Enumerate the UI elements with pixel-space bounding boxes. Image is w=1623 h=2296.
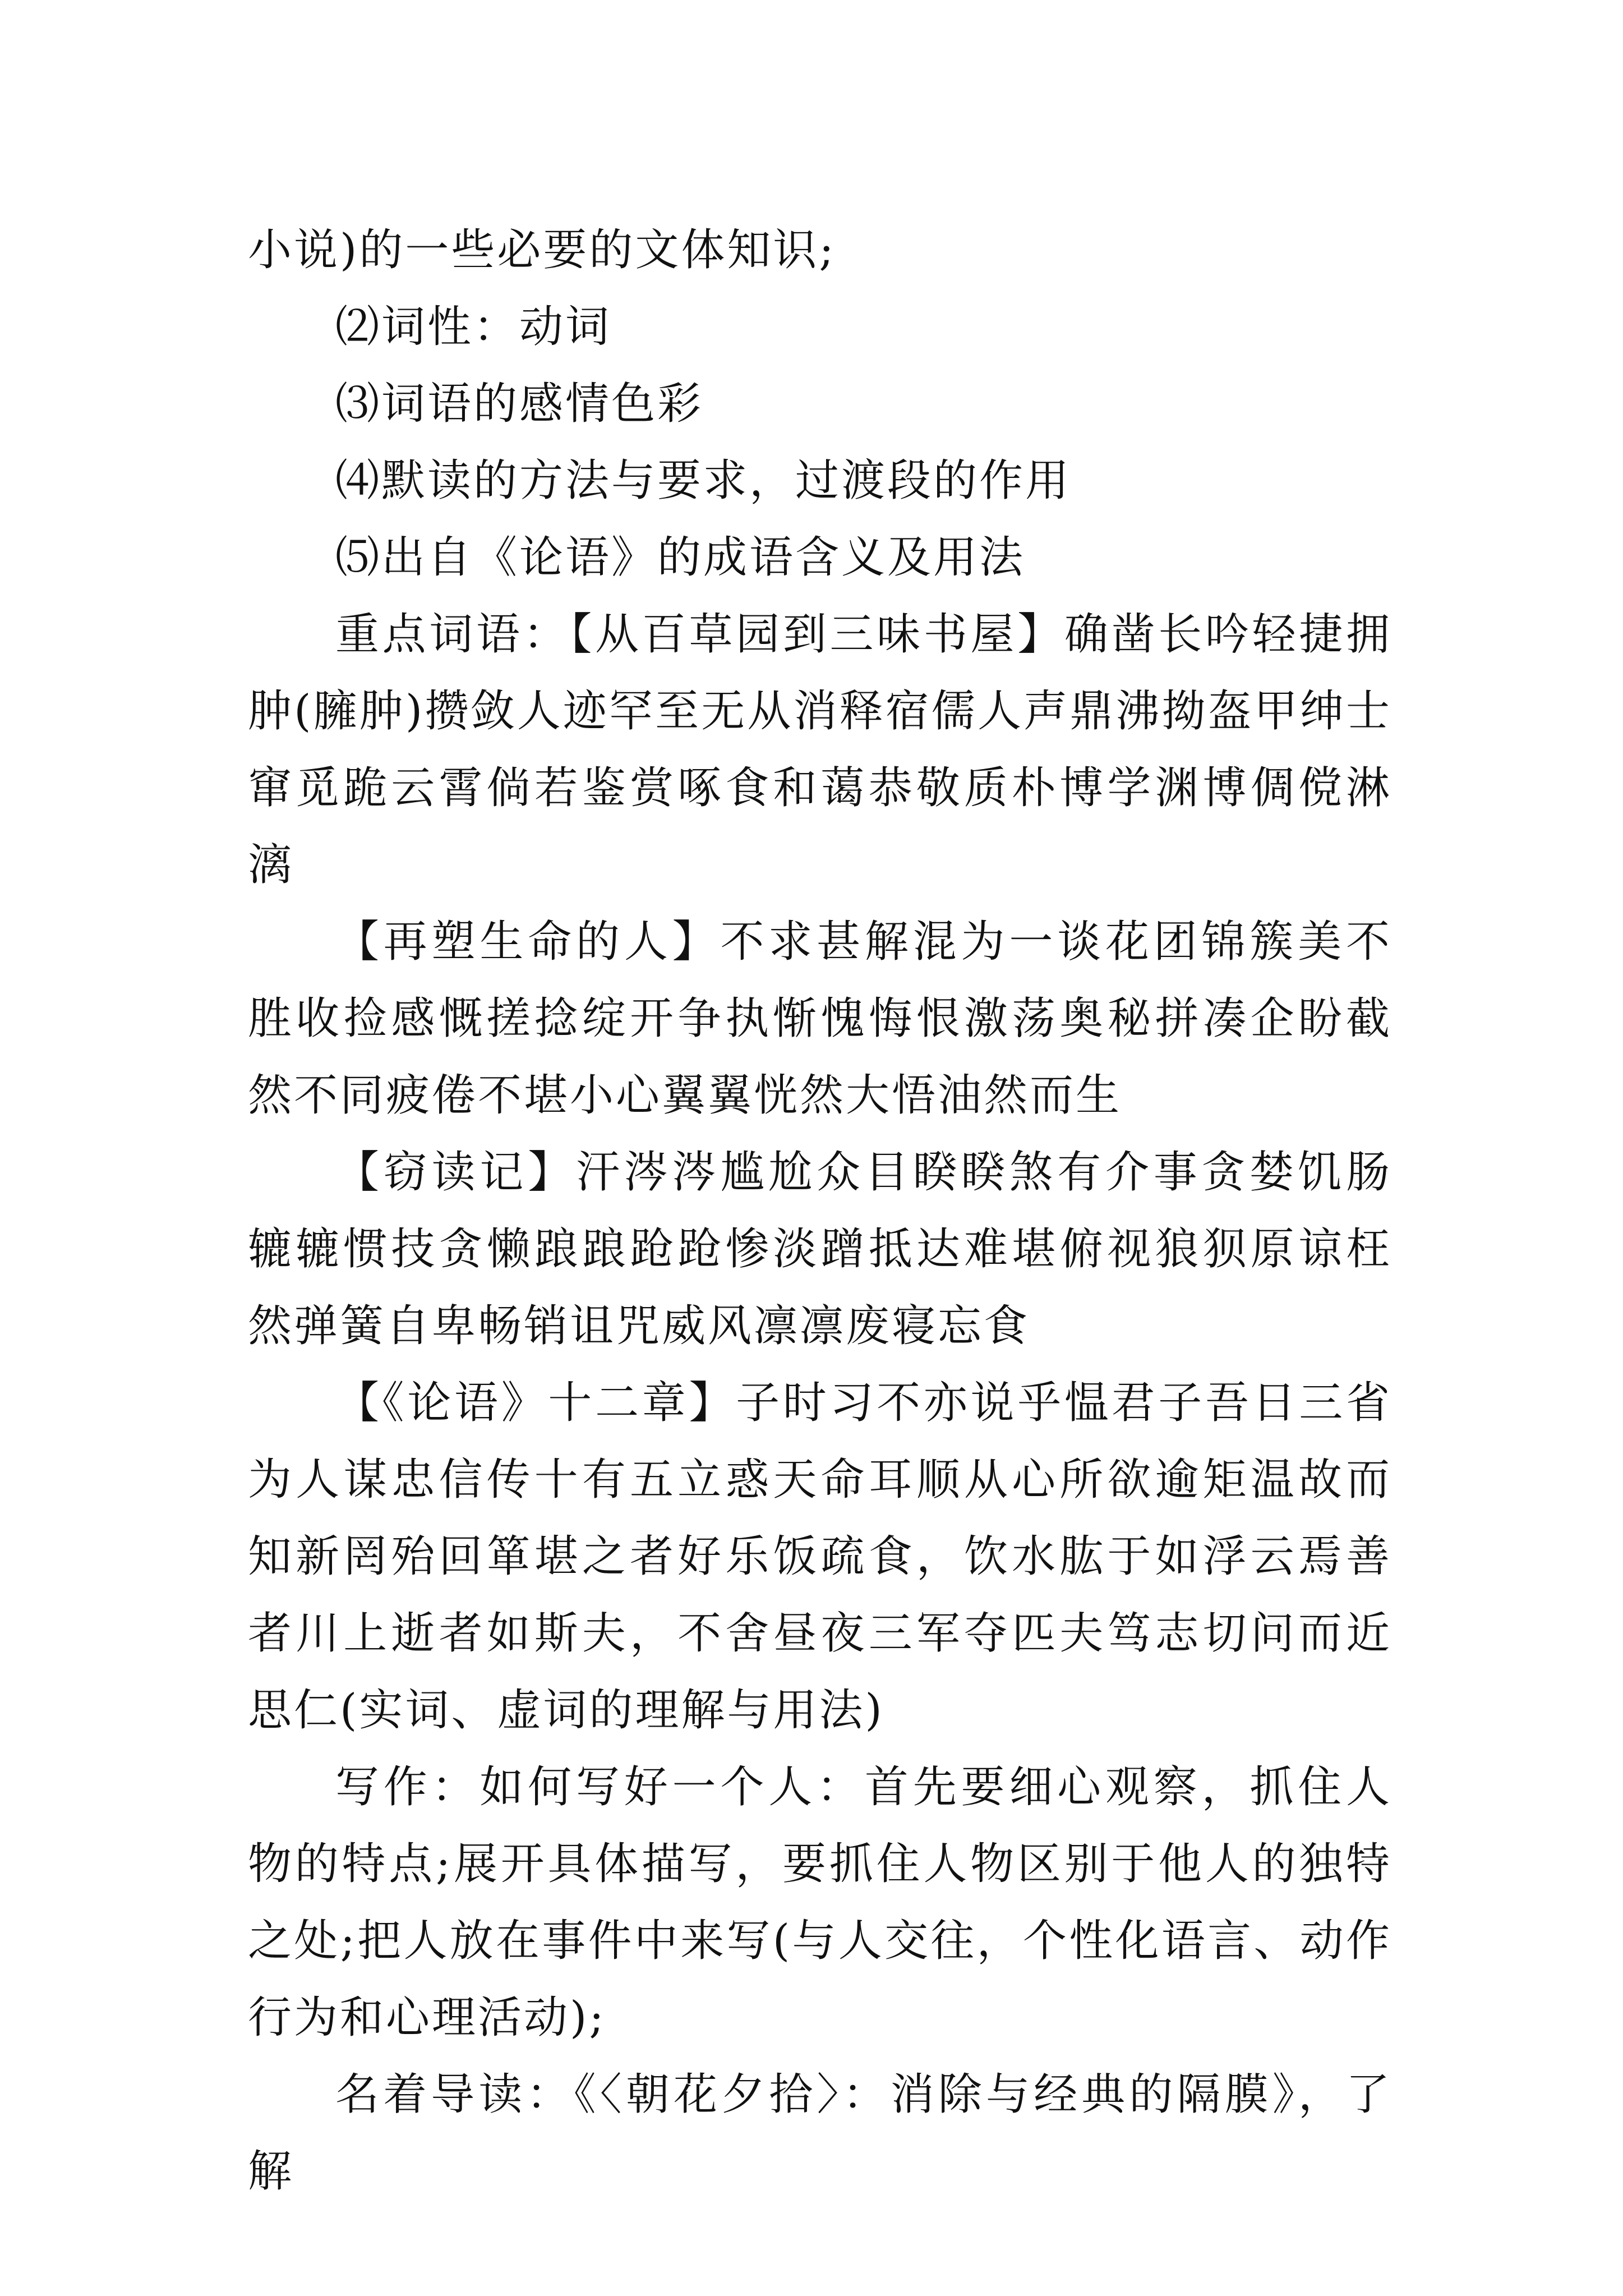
- paragraph-word-emotion: ⑶词语的感情色彩: [335, 379, 704, 429]
- paragraph-analects-idioms: ⑸出自《论语》的成语含义及用法: [335, 532, 1026, 583]
- paragraph-key-words-baicaoyuan: 重点词语：【从百草园到三味书屋】确凿长吟轻捷拥肿(臃肿)攒敛人迹罕至无从消释宿儒人声鼎沸拗盔甲绅士窜觅跪云霄倘若鉴赏啄食和蔼恭敬质朴博学渊博倜傥淋漓: [248, 609, 1392, 890]
- paragraph-key-words-analects: 【《论语》十二章】子时习不亦说乎愠君子吾日三省为人谋忠信传十有五立惑天命耳顺从心所欲逾矩温故而知新罔殆回箪堪之者好乐饭疏食，饮水肱于如浮云焉善者川上逝者如斯夫，不舍昼夜三军夺匹夫笃志切问而近思仁(实词、虚词的理解与用法): [248, 1378, 1392, 1736]
- paragraph-silent-reading: ⑷默读的方法与要求，过渡段的作用: [335, 455, 1072, 506]
- paragraph-key-words-stealing-reading: 【窃读记】汗涔涔尴尬众目睽睽煞有介事贪婪饥肠辘辘惯技贪懒踉踉跄跄惨淡蹭抵达难堪俯视狼狈原谅枉然弹簧自卑畅销诅咒威风凛凛废寝忘食: [248, 1147, 1392, 1351]
- paragraph-genre-knowledge: 小说)的一些必要的文体知识;: [248, 225, 836, 275]
- paragraph-part-of-speech: ⑵词性：动词: [335, 302, 612, 352]
- paragraph-key-words-reshaping-life: 【再塑生命的人】不求甚解混为一谈花团锦簇美不胜收捡感慨搓捻绽开争执惭愧悔恨激荡奥秘拼凑企盼截然不同疲倦不堪小心翼翼恍然大悟油然而生: [248, 917, 1392, 1121]
- document-body: [248, 212, 1392, 2210]
- paragraph-reading-guide: 名着导读：《〈朝花夕拾〉：消除与经典的隔膜》，了解: [248, 2069, 1392, 2197]
- paragraph-writing: 写作：如何写好一个人：首先要细心观察，抓住人物的特点;展开具体描写，要抓住人物区别于他人的独特之处;把人放在事件中来写(与人交往，个性化语言、动作行为和心理活动);: [248, 1762, 1392, 2043]
